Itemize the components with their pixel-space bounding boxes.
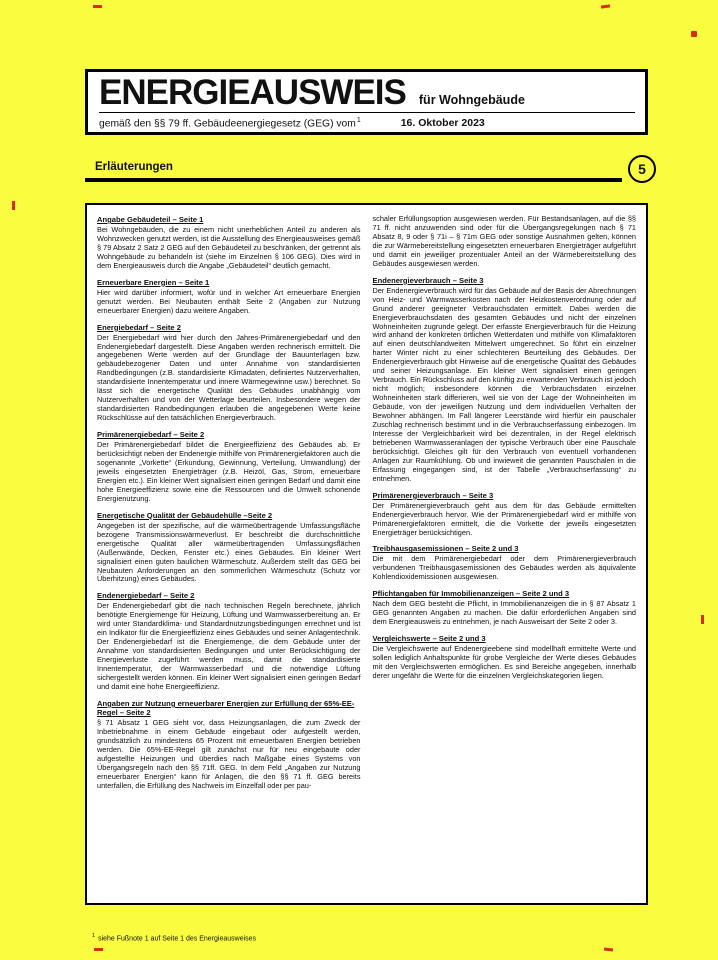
section-primaerenergiebedarf	[97, 430, 361, 504]
section-endenergiebedarf	[97, 591, 361, 692]
section-body: schaler Erfüllungsoption ausgewiesen werden. Für Bestandsanlagen, auf die §§ 71 ff. nicht anzuwenden sind oder für die Übergangsregelungen nach § 71 Absatz 8, 9 oder § 71i – § 71m GEG oder sonstige Ausnahmen gelten, können die zur Wärmebereitstellung eingesetzten erneuerbaren Energieträger aufgeführt und damit ein jeweiliger prozentualer Anteil an der Wärmebereitstellung des Gebäudes ausgewiesen werden.	[372, 214, 636, 268]
section-body: Der Primärenergieverbrauch geht aus dem für das Gebäude ermittelten Endenergieverbrauch hervor. Wie der Primärenergiebedarf wird er mithilfe von Primärenergiefaktoren ermittelt, die die Vorkette der jeweils eingesetzten Energieträger berücksichtigen.	[372, 500, 636, 537]
section-vergleichswerte	[373, 634, 637, 681]
section-body: Bei Wohngebäuden, die zu einem nicht unerheblichen Anteil zu anderen als Wohnzwecken genutzt werden, ist die Ausstellung des Energieausweises gemäß § 79 Absatz 2 Satz 2 GEG auf den Gebäudeteil zu beschränken, der getrennt als Wohngebäude zu behandeln ist (siehe im Einzelnen § 106 GEG). Dies wird in dem Energieausweis durch die Angabe „Gebäudeteil“ deutlich gemacht.	[97, 224, 361, 270]
section-heading: Pflichtangaben für Immobilienanzeigen – Seite 2 und 3	[372, 589, 570, 599]
page-footnote	[92, 933, 256, 942]
explanations-box	[85, 203, 648, 905]
section-body: Der Primärenergiebedarf bildet die Energieeffizienz des Gebäudes ab. Er berücksichtigt neben der Endenergie mithilfe von Primärenergiefaktoren auch die sogenannte „Vorkette“ (Erkundung, Gewinnung, Verteilung, Umwandlung) der jeweils eingesetzten Energieträger (z.B. Heizöl, Gas, Strom, erneuerbare Energien etc.). Ein kleiner Wert signalisiert einen geringen Bedarf und damit eine hohe Energieeffizienz sowie eine die Ressourcen und die Umwelt schonende Energienutzung.	[97, 440, 361, 503]
section-primaerenergieverbrauch	[373, 491, 637, 538]
section-body: Die mit dem Primärenergiebedarf oder dem Primärenergieverbrauch verbundenen Treibhausgasemissionen des Gebäudes werden als äquivalente Kohlendioxidemissionen ausgewiesen.	[372, 554, 636, 582]
registration-mark	[94, 948, 103, 951]
header-law-row	[99, 117, 635, 129]
section-heading: Angaben zur Nutzung erneuerbarer Energien zur Erfüllung der 65%-EE-Regel – Seite 2	[97, 698, 355, 718]
footnote-marker: 1	[356, 117, 361, 124]
section-body: Der Endenergiebedarf gibt die nach technischen Regeln berechnete, jährlich benötigte Energiemenge für Heizung, Lüftung und Warmwasserbereitung an. Er wird unter Standardklima- und Standardnutzungsbedingungen errechnet und ist ein Indikator für die Energieeffizienz eines Gebäudes und seiner Anlagentechnik. Der Endenergiebedarf ist die Energiemenge, die dem Gebäude unter der Annahme von standardisierten Bedingungen und unter Berücksichtigung der Energieverluste zugeführt werden muss, damit die standardisierte Innentemperatur, der Warmwasserbedarf und die notwendige Lüftung sichergestellt werden können. Ein kleiner Wert signalisiert einen geringen Bedarf und damit eine hohe Energieeffizienz.	[97, 601, 361, 691]
section-body: Der Endenergieverbrauch wird für das Gebäude auf der Basis der Abrechnungen von Heiz- und Warmwasserkosten nach der Heizkostenverordnung oder auf Grund anderer geeigneter Verbrauchsdaten ermittelt. Dabei werden die Energieverbrauchsdaten des gesamten Gebäudes und nicht der einzelnen Wohneinheiten zugrunde gelegt. Der erfasste Energieverbrauch für die Heizung wird anhand der konkreten örtlichen Wetterdaten und mithilfe von Klimafaktoren auf einen deutschlandweiten Mittelwert umgerechnet. So führt ein einzelner harter Winter nicht zu einer schlechteren Beurteilung des Gebäudes. Der Endenergieverbrauch gibt Hinweise auf die energetische Qualität des Gebäudes und seiner Heizungsanlage. Ein kleiner Wert signalisiert einen geringen Verbrauch. Ein Rückschluss auf den künftig zu erwartenden Verbrauch ist jedoch nicht möglich; insbesondere können die Verbrauchsdaten einzelner Wohneinheiten stark differieren, weil sie von der Lage der Wohneinheiten im Gebäude, von der jeweiligen Nutzung und dem individuellen Verhalten der Bewohner abhängen. Im Fall längerer Leerstände wird hierfür ein pauschaler Zuschlag rechnerisch bestimmt und in die Verbrauchserfassung einbezogen. Im Interesse der Vergleichbarkeit wird bei dezentralen, in der Regel elektrisch betriebenen Warmwasseranlagen der typische Verbrauch über eine Pauschale berücksichtigt. Gleiches gilt für den Verbrauch von eventuell vorhandenen Anlagen zur Raumkühlung. Ob und inwieweit die genannten Pauschalen in die Erfassung eingegangen sind, ist der Tabelle „Verbrauchserfassung“ zu entnehmen.	[372, 285, 636, 483]
law-reference: gemäß den §§ 79 ff. Gebäudeenergiegesetz (GEG) vom$^1$	[99, 117, 361, 130]
section-heading: Primärenergieverbrauch – Seite 3	[372, 490, 494, 500]
section-heading: Energiebedarf – Seite 2	[97, 322, 181, 332]
section-pflichtangaben	[373, 589, 637, 627]
section-heading: Energetische Qualität der Gebäudehülle –Seite 2	[97, 510, 273, 520]
section-heading: Endenergiebedarf – Seite 2	[97, 591, 195, 601]
issue-date: 16. Oktober 2023	[400, 117, 485, 130]
section-heading: Treibhausgasemissionen – Seite 2 und 3	[372, 544, 519, 554]
section-body: § 71 Absatz 1 GEG sieht vor, dass Heizungsanlagen, die zum Zweck der Inbetriebnahme in einem Gebäude eingebaut oder aufgestellt werden, grundsätzlich zu mindestens 65 Prozent mit erneuerbaren Energien betrieben werden. Die 65%-EE-Regel gilt zunächst nur für neu eingebaute oder aufgestellte Heizungen und überdies nach Maßgabe eines Systems von Übergangsregeln nach den §§ 71ff. GEG. In dem Feld „Angaben zur Nutzung erneuerbarer Energien“ kann für Anlagen, die den §§ 71 ff. GEG bereits unterfallen, die Erfüllung des Nachweis im Einzelfall oder per pau-	[97, 718, 361, 791]
section-heading: Primärenergiebedarf – Seite 2	[97, 430, 205, 440]
section-body: Angegeben ist der spezifische, auf die wärmeübertragende Umfassungsfläche bezogene Transmissionswärmeverlust. Er beschreibt die durchschnittliche energetische Qualität aller wärmeübertragenden Umfassungsflächen (Außenwände, Decken, Fenster etc.) eines Gebäudes. Ein kleiner Wert signalisiert einen guten baulichen Wärmeschutz. Außerdem stellt das GEG bei Neubauten Anforderungen an den sommerlichen Wärmeschutz (Schutz vor Überhitzung) eines Gebäudes.	[97, 520, 361, 584]
header-title-row	[99, 75, 635, 113]
section-heading: Erneuerbare Energien – Seite 1	[97, 277, 210, 287]
registration-mark	[701, 615, 704, 624]
section-65-ee-regel	[97, 699, 361, 791]
section-angabe-gebaeudeteil	[97, 215, 361, 271]
document-title: ENERGIEAUSWEIS	[99, 73, 406, 112]
section-heading: Angabe Gebäudeteil – Seite 1	[97, 215, 204, 224]
right-column	[373, 215, 637, 895]
section-erneuerbare-energien	[97, 278, 361, 316]
section-65-ee-regel-continuation	[373, 215, 637, 269]
registration-mark	[691, 31, 697, 37]
header-box	[85, 69, 648, 135]
section-energiebedarf	[97, 323, 361, 424]
section-body: Hier wird darüber informiert, wofür und in welcher Art erneuerbare Energien genutzt werden. Bei Neubauten enthält Seite 2 (Angaben zur Nutzung erneuerbarer Energien) dazu weitere Angaben.	[97, 287, 361, 315]
section-energetische-qualitaet	[97, 511, 361, 585]
section-treibhausgasemissionen	[373, 544, 637, 582]
registration-mark	[12, 201, 15, 210]
section-divider-rule	[85, 178, 622, 182]
section-body: Der Energiebedarf wird hier durch den Jahres-Primärenergiebedarf und den Endenergiebedarf dargestellt. Diese Angaben werden rechnerisch ermittelt. Die angegebenen Werte werden auf der Grundlage der Bauunterlagen bzw. gebäudebezogener Daten und unter Annahme von standardisierten Randbedingungen (z.B. standardisierte Klimadaten, definiertes Nutzerverhalten, standardisierte Innentemperatur und innere Wärmegewinne usw.) berechnet. So lässt sich die energetische Qualität des Gebäudes unabhängig vom Nutzerverhalten und von der Wetterlage beurteilen. Insbesondere wegen der standardisierten Randbedingungen erlauben die angegebenen Werte keine Rückschlüsse auf den tatsächlichen Energieverbrauch.	[97, 332, 361, 423]
document-subtitle: für Wohngebäude	[418, 93, 525, 107]
registration-mark	[604, 948, 613, 951]
section-endenergieverbrauch	[373, 276, 637, 484]
left-column	[97, 215, 361, 895]
footnote-marker: 1	[92, 933, 96, 939]
registration-mark	[93, 5, 102, 8]
section-body: Die Vergleichswerte auf Endenergieebene sind modellhaft ermittelte Werte und sollen lediglich Anhaltspunkte für grobe Vergleiche der Werte dieses Gebäudes mit den Vergleichswerten ermöglichen. Es sind Bereiche angegeben, innerhalb derer ungefähr die Werte für die einzelnen Vergleichskategorien liegen.	[372, 644, 636, 680]
page-number-badge: 5	[628, 155, 656, 183]
section-heading: Vergleichswerte – Seite 2 und 3	[372, 634, 486, 644]
footnote-text: siehe Fußnote 1 auf Seite 1 des Energieausweises	[98, 935, 257, 943]
page-section-title: Erläuterungen	[95, 161, 173, 173]
registration-mark	[601, 4, 610, 8]
section-heading: Endenergieverbrauch – Seite 3	[372, 275, 484, 285]
section-body: Nach dem GEG besteht die Pflicht, in Immobilienanzeigen die in § 87 Absatz 1 GEG genannten Angaben zu machen. Die dafür erforderlichen Angaben sind dem Energieausweis zu entnehmen, je nach Ausweisart der Seite 2 oder 3.	[372, 599, 636, 627]
